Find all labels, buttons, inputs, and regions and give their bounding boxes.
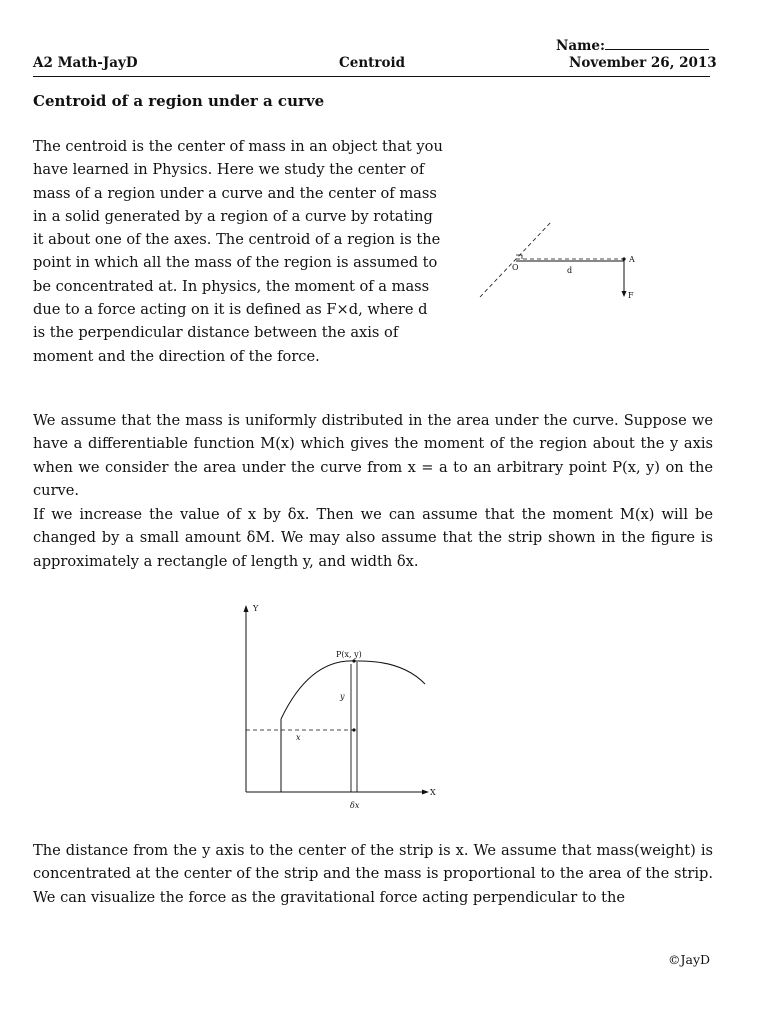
footer-copyright: ©JayD: [668, 952, 711, 967]
label-a: A: [629, 255, 635, 264]
label-d: d: [567, 266, 573, 275]
force-arrow-head: [622, 291, 627, 297]
label-o: O: [512, 263, 519, 272]
strip-diagram: [230, 598, 450, 813]
header-rule: [33, 76, 710, 77]
name-field: [556, 37, 709, 54]
paragraph-distance: The distance from the y axis to the center of the strip is x. We assume that mass(weight) is concentrated at the center of the strip and the mass is proportional to the area of the strip. We can visualize the force as the gravitational force acting perpendicular to the: [33, 842, 713, 906]
label-x: x: [296, 733, 301, 742]
strip-center-point: [352, 728, 355, 731]
header-date: November 26, 2013: [569, 55, 717, 71]
label-y-axis: Y: [253, 604, 259, 613]
course-title: A2 Math-JayD: [33, 55, 138, 71]
label-y: y: [340, 692, 345, 701]
point-p: [352, 659, 355, 662]
label-f: F: [628, 291, 634, 300]
y-axis-arrow: [244, 605, 249, 612]
label-point-p: P(x, y): [336, 650, 362, 659]
paragraph-assumption: We assume that the mass is uniformly distributed in the area under the curve. Suppose we have a differentiable function M(x) which gives the moment of the region about the y axis when we consider the area under the curve from x = a to an arbitrary point P(x, y) on the curve.: [33, 412, 713, 499]
curve: [281, 661, 425, 719]
paragraph-intro: The centroid is the center of mass in an object that you have learned in Physics. Here we study the center of mass of a region under a curve and the center of mass in a solid generated by a region of a curve by rotating it about one of the axes. The centroid of a region is the point in which all the mass of the region is assumed to be concentrated at. In physics, the moment of a mass due to a force acting on it is defined as F×d, where d is the perpendicular distance between the axis of moment and the direction of the force.: [33, 138, 443, 365]
section-title: Centroid of a region under a curve: [33, 92, 325, 110]
moment-diagram: [470, 215, 650, 315]
label-dx: δx: [350, 801, 360, 810]
name-label: Name:: [556, 38, 605, 54]
x-axis-arrow: [422, 790, 429, 795]
label-x-axis: X: [430, 788, 436, 797]
paragraph-increase: If we increase the value of x by δx. Then we can assume that the moment M(x) will be changed by a small amount δM. We may also assume that the strip shown in the figure is approximately a rectangle of length y, and width δx.: [33, 506, 713, 570]
name-blank-line: [605, 37, 709, 50]
topic-title: Centroid: [339, 55, 406, 71]
